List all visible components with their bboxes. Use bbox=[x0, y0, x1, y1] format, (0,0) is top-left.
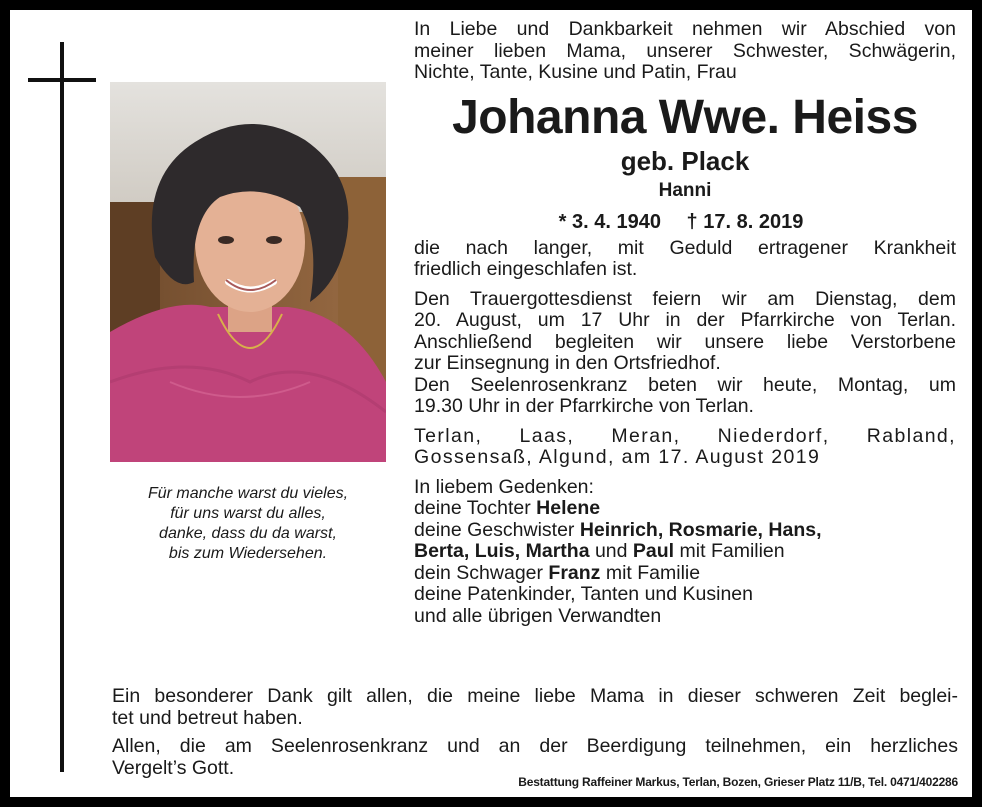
birth-date: * 3. 4. 1940 bbox=[558, 210, 661, 233]
thanks-line: tet und betreut haben. bbox=[112, 707, 303, 729]
service-line: zur Einsegnung in den Ortsfriedhof. bbox=[414, 352, 721, 374]
passing-line: friedlich eingeschlafen ist. bbox=[414, 258, 638, 280]
obituary-card bbox=[10, 10, 972, 797]
mourner-name: Paul bbox=[632, 540, 675, 562]
life-dates bbox=[406, 206, 956, 238]
place-date-line: Terlan, Laas, Meran, Niederdorf, Rabland, bbox=[414, 424, 956, 447]
mourner-name: Berta, Luis, Martha bbox=[414, 540, 590, 562]
nickname: Hanni bbox=[658, 179, 712, 201]
thanks-line: Allen, die am Seelenrosenkranz und an der Beerdigung teilnehmen, ein herzliches bbox=[112, 735, 958, 757]
intro-line: meiner lieben Mama, unserer Schwester, Schwägerin, bbox=[414, 39, 956, 62]
mourner-line: deine Tochter Helene bbox=[414, 497, 601, 519]
mourner-name: Helene bbox=[536, 497, 601, 519]
mourner-line: Berta, Luis, Martha und Paul mit Familien bbox=[414, 540, 785, 562]
poem-line: danke, dass du da warst, bbox=[159, 525, 337, 542]
passing-line: die nach langer, mit Geduld ertragener Krankheit bbox=[414, 236, 956, 259]
death-date: † 17. 8. 2019 bbox=[686, 210, 804, 233]
thanks-line: Vergelt’s Gott. bbox=[112, 757, 235, 779]
place-date-line: Gossensaß, Algund, am 17. August 2019 bbox=[414, 446, 821, 468]
service-line: Den Seelenrosenkranz beten wir heute, Montag, um bbox=[414, 373, 956, 396]
poem bbox=[110, 484, 386, 564]
thanks-line: Ein besonderer Dank gilt allen, die meine liebe Mama in dieser schweren Zeit beglei- bbox=[112, 685, 958, 707]
deceased-name: Johanna Wwe. Heiss bbox=[452, 90, 918, 144]
mourner-name: Franz bbox=[548, 561, 601, 584]
service-line: 19.30 Uhr in der Pfarrkirche von Terlan. bbox=[414, 395, 754, 417]
undertaker-info: Bestattung Raffeiner Markus, Terlan, Bozen, Grieser Platz 11/B, Tel. 0471/402286 bbox=[518, 775, 958, 789]
main-text-column bbox=[414, 19, 956, 627]
intro-line: In Liebe und Dankbarkeit nehmen wir Abschied von bbox=[414, 18, 956, 40]
maiden-name: geb. Plack bbox=[620, 145, 750, 176]
mourner-name: Heinrich, Rosmarie, Hans, bbox=[579, 518, 822, 541]
intro-line: Nichte, Tante, Kusine und Patin, Frau bbox=[414, 61, 737, 83]
poem-line: Für manche warst du vieles, bbox=[147, 485, 349, 502]
service-line: Den Trauergottesdienst feiern wir am Dienstag, dem bbox=[414, 287, 956, 310]
thanks-section bbox=[112, 685, 958, 779]
service-line: Anschließend begleiten wir unsere liebe Verstorbene bbox=[414, 330, 956, 353]
poem-line: für uns warst du alles, bbox=[170, 505, 326, 522]
mourner-line: deine Geschwister Heinrich, Rosmarie, Hans, bbox=[414, 518, 822, 541]
service-line: 20. August, um 17 Uhr in der Pfarrkirche von Terlan. bbox=[414, 309, 956, 331]
mourner-line: dein Schwager Franz mit Familie bbox=[414, 561, 701, 584]
portrait-photo bbox=[110, 82, 386, 462]
mourner-line: und alle übrigen Verwandten bbox=[414, 604, 662, 627]
remembrance-title: In liebem Gedenken: bbox=[414, 475, 594, 498]
poem-line: bis zum Wiedersehen. bbox=[168, 545, 328, 562]
cross-horizontal bbox=[28, 78, 96, 82]
cross-vertical bbox=[60, 42, 64, 772]
mourner-line: deine Patenkinder, Tanten und Kusinen bbox=[414, 583, 753, 605]
